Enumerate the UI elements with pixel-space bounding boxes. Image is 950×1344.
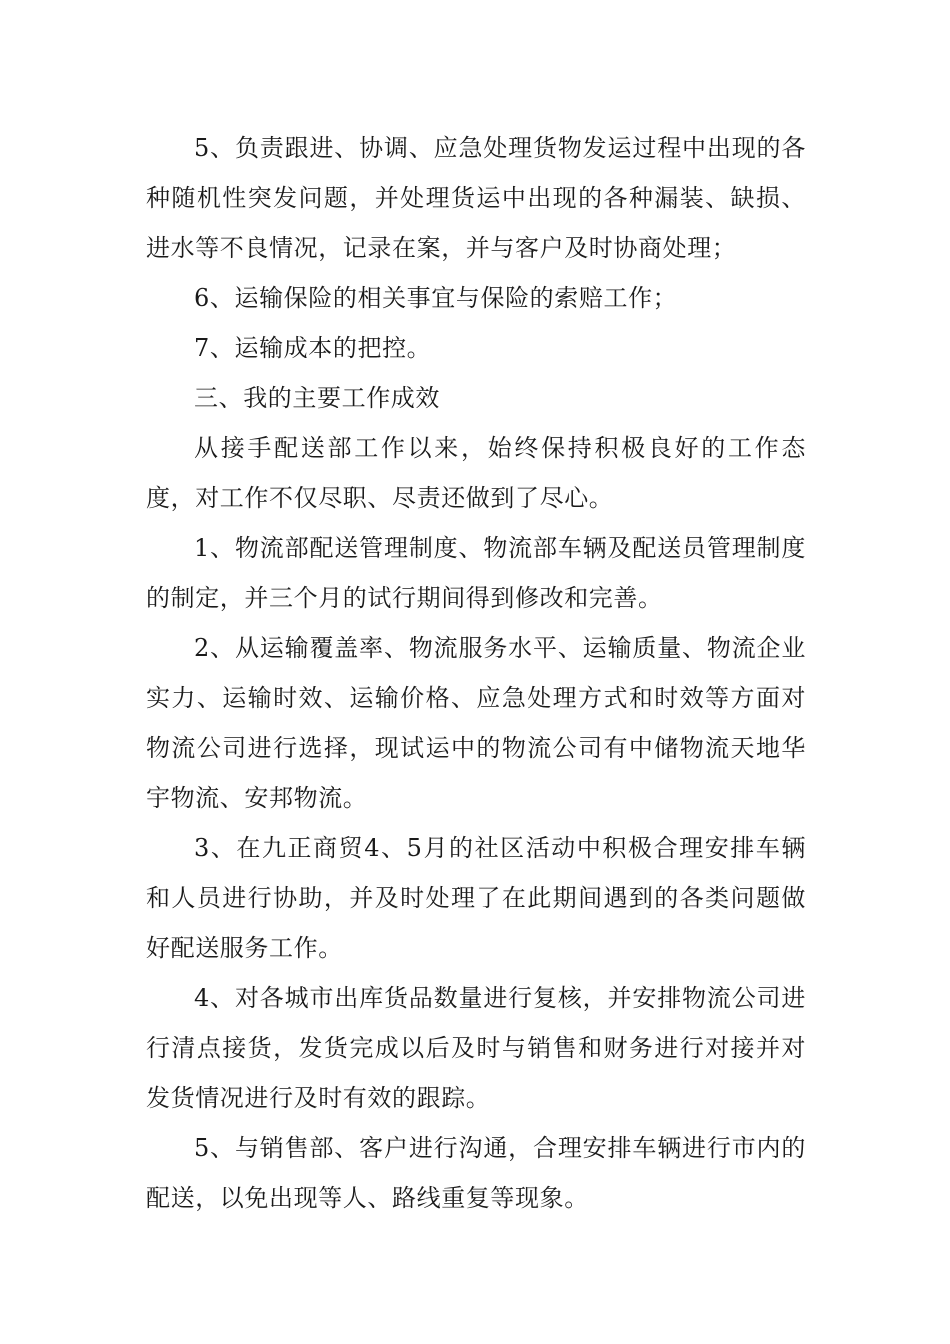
- paragraph-duty-5: 5、负责跟进、协调、应急处理货物发运过程中出现的各种随机性突发问题，并处理货运中出现的各种漏装、缺损、进水等不良情况，记录在案，并与客户及时协商处理；: [146, 134, 806, 262]
- paragraph-duty-6: 6、运输保险的相关事宜与保险的索赔工作；: [194, 284, 678, 312]
- paragraph-achievement-2: 2、从运输覆盖率、物流服务水平、运输质量、物流企业实力、运输时效、运输价格、应急处理方式和时效等方面对物流公司进行选择，现试运中的物流公司有中储物流天地华宇物流、安邦物流。: [146, 634, 806, 812]
- paragraph-achievement-5: 5、与销售部、客户进行沟通，合理安排车辆进行市内的配送，以免出现等人、路线重复等现象。: [146, 1134, 806, 1212]
- section-heading-achievements: 三、我的主要工作成效: [194, 384, 440, 412]
- paragraph-achievement-4: 4、对各城市出库货品数量进行复核，并安排物流公司进行清点接货，发货完成以后及时与销售和财务进行对接并对发货情况进行及时有效的跟踪。: [146, 984, 806, 1112]
- document-body: [146, 123, 806, 1223]
- paragraph-achievement-3: 3、在九正商贸4、5月的社区活动中积极合理安排车辆和人员进行协助，并及时处理了在此期间遇到的各类问题做好配送服务工作。: [146, 834, 806, 962]
- paragraph-intro: 从接手配送部工作以来，始终保持积极良好的工作态度，对工作不仅尽职、尽责还做到了尽心。: [146, 434, 806, 512]
- paragraph-achievement-1: 1、物流部配送管理制度、物流部车辆及配送员管理制度的制定，并三个月的试行期间得到修改和完善。: [146, 534, 806, 612]
- paragraph-duty-7: 7、运输成本的把控。: [194, 334, 432, 362]
